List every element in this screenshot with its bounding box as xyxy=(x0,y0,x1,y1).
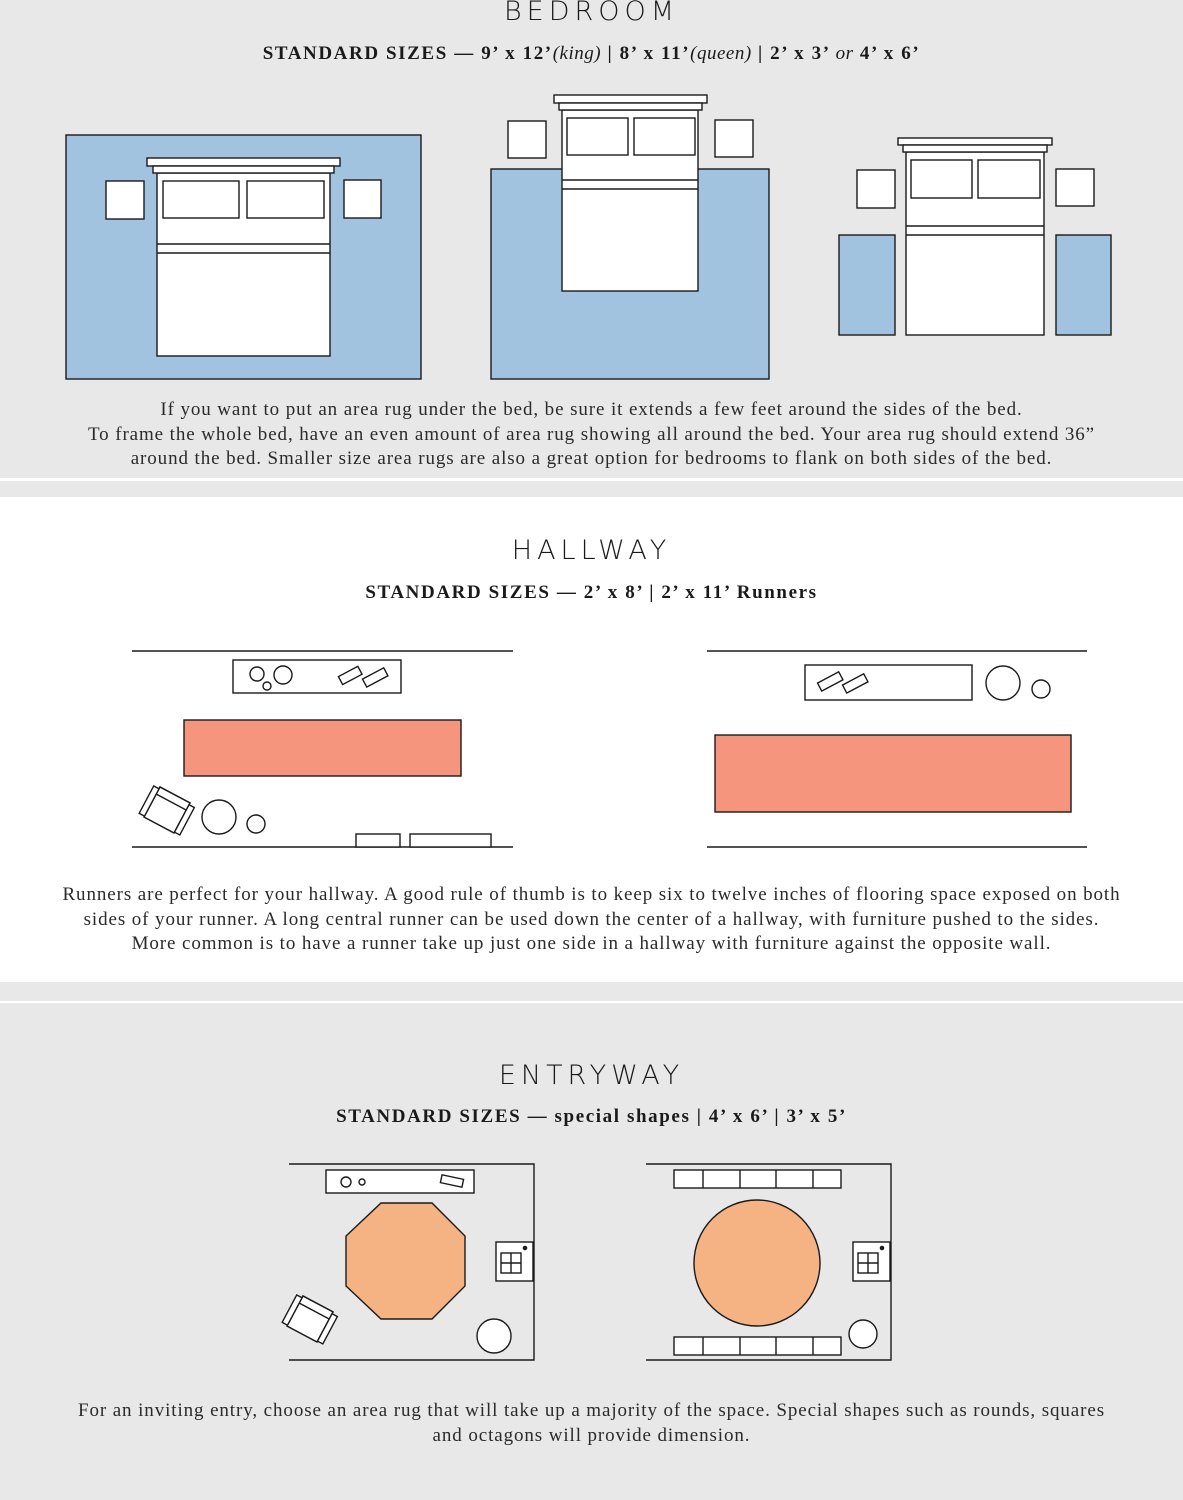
nightstand-right xyxy=(1056,169,1094,206)
headboard xyxy=(153,166,334,173)
headboard-cap xyxy=(147,158,340,166)
hallway-title: HALLWAY xyxy=(511,535,672,566)
pillow-left xyxy=(911,160,972,198)
pillow-right xyxy=(978,160,1040,198)
runner-rug xyxy=(715,735,1071,812)
entryway-diagram-octagon xyxy=(282,1164,534,1360)
runner-rug xyxy=(184,720,461,776)
decor-circle xyxy=(341,1177,351,1187)
decor-circle xyxy=(359,1179,365,1185)
octagon-rug xyxy=(346,1203,465,1319)
hallway-standard-sizes: STANDARD SIZES — 2’ x 8’ | 2’ x 11’ Runners xyxy=(365,582,818,603)
pillow-right xyxy=(634,118,695,155)
bedroom-diagram-king xyxy=(66,135,421,379)
decor-circle xyxy=(263,682,271,690)
armchair xyxy=(139,784,196,836)
entryway-diagrams xyxy=(0,982,1183,1382)
hallway-description: Runners are perfect for your hallway. A good rule of thumb is to keep six to twelve inches of flooring space exposed on both sides of your runner. A long central runner can be used down the center of a hallway, with furniture pushed to the sides. More common is to have a runner take up just one side in a hallway with furniture against the opposite wall. xyxy=(62,884,1121,954)
bedroom-standard-sizes: STANDARD SIZES — 9’ x 12’(king) | 8’ x 11’(queen) | 2’ x 3’ or 4’ x 6’ xyxy=(262,43,921,64)
decor-circle xyxy=(1032,680,1050,698)
bedroom-diagram-queen xyxy=(491,95,769,379)
bedroom-diagram-flanking xyxy=(839,138,1111,335)
nightstand-left xyxy=(857,170,895,208)
hallway-section xyxy=(0,497,1183,982)
decor-circle xyxy=(247,815,265,833)
nightstand-left xyxy=(106,181,144,219)
armchair xyxy=(282,1293,339,1345)
bench xyxy=(674,1337,841,1355)
entryway-standard-sizes: STANDARD SIZES — special shapes | 4’ x 6’ | 3’ x 5’ xyxy=(336,1106,847,1127)
nightstand-right xyxy=(344,180,381,218)
pillow-left xyxy=(163,181,239,218)
decor-circle xyxy=(849,1320,877,1348)
pillow-left xyxy=(567,118,628,155)
bedroom-description: If you want to put an area rug under the bed, be sure it extends a few feet around the sides of the bed. To frame the whole bed, have an even amount of area rug showing all around the bed. Your area rug should extend 36” around the bed. Smaller size area rugs are also a great option for bedrooms to flank on both sides of the bed. xyxy=(87,399,1096,469)
headboard-cap xyxy=(554,95,707,103)
hallway-diagram-side-runner xyxy=(132,651,513,847)
decor-circle xyxy=(274,666,292,684)
knob-dot xyxy=(880,1246,883,1249)
bedroom-divider-strip xyxy=(0,481,1183,497)
bedroom-title: BEDROOM xyxy=(503,0,680,27)
bedroom-section xyxy=(0,0,1183,478)
headboard xyxy=(559,103,702,110)
knob-dot xyxy=(523,1246,526,1249)
bedroom-diagrams xyxy=(0,0,1183,400)
decor-circle xyxy=(986,666,1020,700)
rug-flank-right xyxy=(1056,235,1111,335)
headboard xyxy=(903,145,1047,152)
decor-circle xyxy=(250,667,264,681)
bench xyxy=(356,834,400,847)
entryway-title: ENTRYWAY xyxy=(498,1060,685,1091)
headboard-cap xyxy=(898,138,1052,145)
bench xyxy=(410,834,491,847)
entryway-section xyxy=(0,982,1183,1500)
pillow-right xyxy=(247,181,324,218)
nightstand-right xyxy=(715,120,753,157)
rug-flank-left xyxy=(839,235,895,335)
hallway-diagram-central-runner xyxy=(707,651,1087,847)
nightstand-left xyxy=(508,121,546,158)
bench xyxy=(674,1170,841,1188)
entryway-diagram-round xyxy=(646,1164,891,1360)
decor-circle xyxy=(477,1319,511,1353)
round-rug xyxy=(694,1200,820,1326)
entryway-description: For an inviting entry, choose an area rug that will take up a majority of the space. Special shapes such as rounds, squares and octagons will provide dimension. xyxy=(77,1400,1105,1446)
hallway-diagrams xyxy=(0,497,1183,867)
decor-circle xyxy=(202,800,236,834)
